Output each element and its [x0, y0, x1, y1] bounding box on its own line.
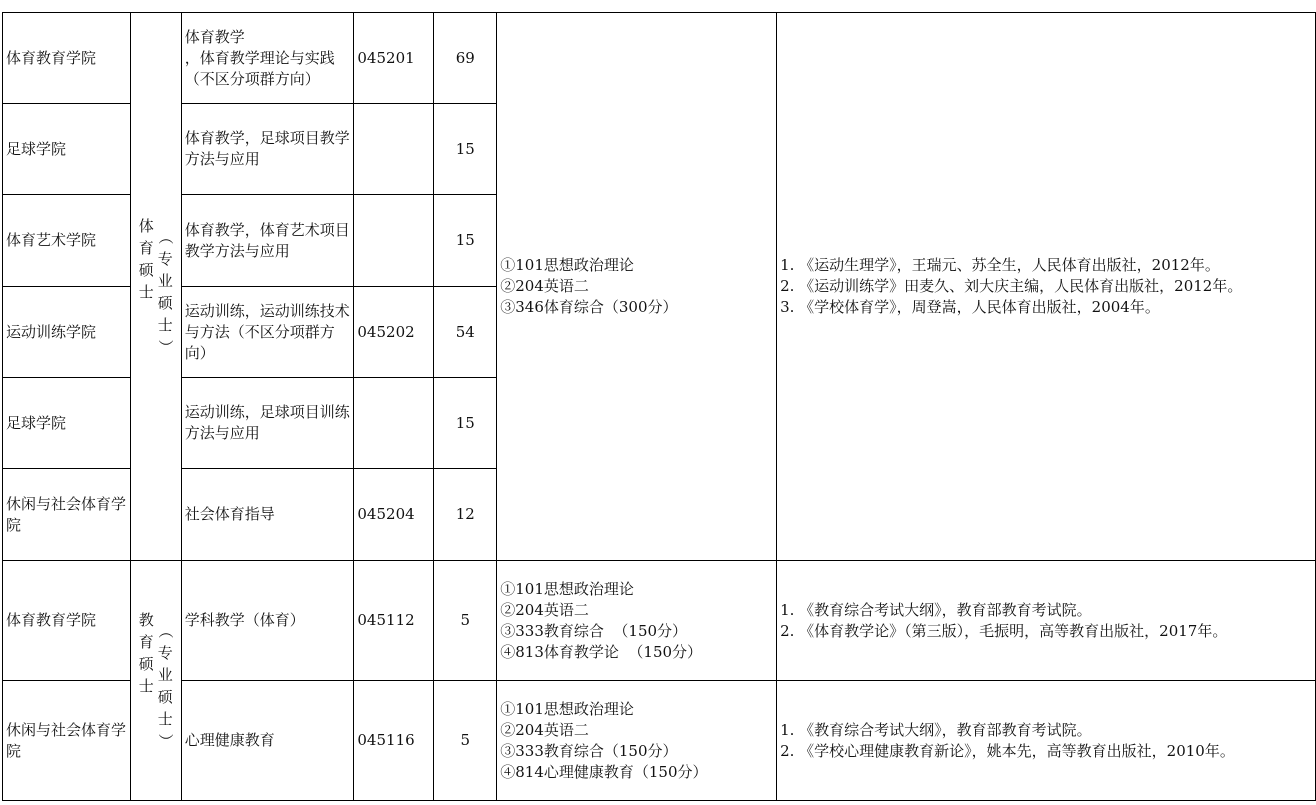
college-cell: 休闲与社会体育学院	[3, 681, 131, 801]
code-cell: 045116	[354, 681, 434, 801]
exam-subject: ②204英语二	[500, 277, 589, 295]
college-cell: 体育艺术学院	[3, 195, 131, 287]
exam-subject: ①101思想政治理论	[500, 579, 634, 598]
references-cell	[777, 13, 1316, 561]
exam-subject: ②204英语二	[500, 720, 589, 739]
references-cell	[777, 561, 1316, 681]
exam-subjects-cell	[497, 681, 777, 801]
exam-subject: ④814心理健康教育（150分）	[500, 762, 708, 781]
reference-item: 2. 《学校心理健康教育新论》，姚本先，高等教育出版社，2010年。	[780, 741, 1235, 760]
reference-item: 1. 《教育综合考试大纲》，教育部教育考试院。	[780, 720, 1092, 739]
reference-item: 1. 《运动生理学》，王瑞元、苏全生，人民体育出版社，2012年。	[780, 256, 1220, 274]
college-cell: 足球学院	[3, 378, 131, 469]
degree-type-cell	[130, 561, 181, 801]
table-row	[3, 13, 1316, 104]
code-cell	[354, 104, 434, 195]
quota-cell: 15	[434, 104, 497, 195]
code-cell: 045112	[354, 561, 434, 681]
major-cell: 体育教学，足球项目教学方法与应用	[181, 104, 354, 195]
reference-item: 1. 《教育综合考试大纲》，教育部教育考试院。	[780, 600, 1092, 619]
code-cell	[354, 378, 434, 469]
references-cell	[777, 681, 1316, 801]
exam-subject: ③333教育综合 （150分）	[500, 621, 688, 640]
major-cell: 学科教学（体育）	[181, 561, 354, 681]
exam-subject: ③333教育综合（150分）	[500, 741, 678, 760]
quota-cell: 69	[434, 13, 497, 104]
code-cell: 045204	[354, 469, 434, 561]
table-row	[3, 681, 1316, 801]
major-cell: 体育教学，体育艺术项目教学方法与应用	[181, 195, 354, 287]
exam-subject: ④813体育教学论 （150分）	[500, 642, 703, 661]
college-cell: 运动训练学院	[3, 287, 131, 378]
reference-item: 3. 《学校体育学》，周登嵩，人民体育出版社，2004年。	[780, 298, 1160, 316]
exam-subjects-cell	[497, 561, 777, 681]
quota-cell: 54	[434, 287, 497, 378]
reference-item: 2. 《运动训练学》田麦久、刘大庆主编，人民体育出版社，2012年。	[780, 277, 1243, 295]
college-cell: 体育教育学院	[3, 13, 131, 104]
quota-cell: 15	[434, 378, 497, 469]
quota-cell: 12	[434, 469, 497, 561]
quota-cell: 5	[434, 561, 497, 681]
major-cell: 社会体育指导	[181, 469, 354, 561]
college-cell: 体育教育学院	[3, 561, 131, 681]
major-cell: 体育教学 ，体育教学理论与实践（不区分项群方向）	[181, 13, 354, 104]
degree-type-vertical-text: （ 专 业 硕 士 ） 体 育 硕 士	[138, 216, 175, 355]
code-cell	[354, 195, 434, 287]
reference-item: 2. 《体育教学论》（第三版），毛振明，高等教育出版社，2017年。	[780, 621, 1228, 640]
degree-type-cell	[130, 13, 181, 561]
college-cell: 足球学院	[3, 104, 131, 195]
major-cell: 运动训练，运动训练技术与方法（不区分项群方向）	[181, 287, 354, 378]
exam-subjects-cell	[497, 13, 777, 561]
college-cell: 休闲与社会体育学院	[3, 469, 131, 561]
degree-type-vertical-text: （ 专 业 硕 士 ） 教 育 硕 士	[138, 610, 175, 749]
code-cell: 045201	[354, 13, 434, 104]
major-cell: 运动训练，足球项目训练方法与应用	[181, 378, 354, 469]
major-cell: 心理健康教育	[181, 681, 354, 801]
quota-cell: 15	[434, 195, 497, 287]
exam-subject: ②204英语二	[500, 600, 589, 619]
table-row	[3, 561, 1316, 681]
admissions-table	[2, 12, 1316, 801]
exam-subject: ①101思想政治理论	[500, 256, 634, 274]
exam-subject: ①101思想政治理论	[500, 699, 634, 718]
exam-subject: ③346体育综合（300分）	[500, 298, 678, 316]
code-cell: 045202	[354, 287, 434, 378]
quota-cell: 5	[434, 681, 497, 801]
